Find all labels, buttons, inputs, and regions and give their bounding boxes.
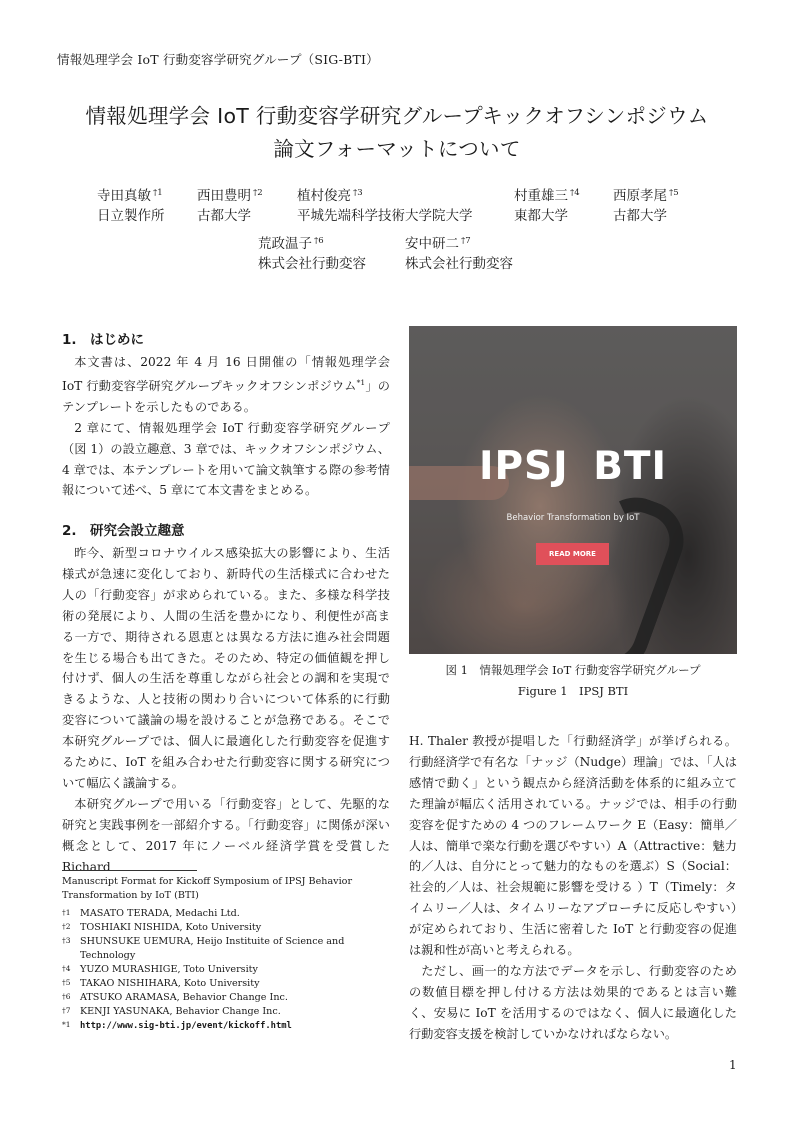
footnote-item: †4 YUZO MURASHIGE, Toto University xyxy=(62,964,258,975)
figure-ipsj-bti-image xyxy=(409,326,737,654)
paragraph: 昨今、新型コロナウイルス感染拡大の影響により、生活様式が急速に変化しており、新時代の生活様式に合わせた人の「行動変容」が求められている。また、多様な科学技術の発展により、人間の生活を豊かになり、利便性が高まる一方で、期待される恩恵とは異なる方法に進み社会問題を生じる場合も出てきた。そのため、特定の価値観を押し付けず、個人の生活を尊重しながら社会との調和を実現できるような、人と技術の関わり合いについて体系的に行動変容について議論の場を設けることが急務である。そこで本研究グループでは、個人に最適化した行動変容を促進するために、IoT を組み合わせた行動変容に関する研究について幅広く議論する。 xyxy=(62,546,390,790)
author-1 xyxy=(97,183,165,226)
footnote-item: †3 SHUNSUKE UEMURA, Heijo Instituite of Science and Technology xyxy=(62,936,345,961)
paragraph: 2 章にて、情報処理学会 IoT 行動変容学研究グループ（図 1）の設立趣意、3 章では、キックオフシンポジウム、4 章では、本テンプレートを用いて論文執筆する際の参考情報について述べ、5 章にて本文書をまとめる。 xyxy=(62,420,390,498)
page-number: 1 xyxy=(729,1058,737,1072)
figure-caption-ja: 図 1 情報処理学会 IoT 行動変容学研究グループ xyxy=(445,663,701,677)
paper-title xyxy=(0,100,794,166)
author-name: 荒政温子 xyxy=(258,236,312,252)
footnote-item: †1 MASATO TERADA, Medachi Ltd. xyxy=(62,908,240,919)
section-1-body xyxy=(62,352,390,501)
paragraph: 本研究グループで用いる「行動変容」として、先駆的な研究と実践事例を一部紹介する。「行動変容」に関係が深い概念として、2017 年にノーベル経済学賞を受賞した Richard xyxy=(62,796,390,874)
hero-subtitle: Behavior Transformation by IoT xyxy=(506,513,640,523)
author-affiliation: 株式会社行動変容 xyxy=(258,256,366,272)
english-title: Manuscript Format for Kickoff Symposium of IPSJ Behavior Transformation by IoT (BTI) xyxy=(62,876,353,901)
paragraph: ただし、画一的な方法でデータを示し、行動変容のための数値目標を押し付ける方法は効果的であるとは言い難く、安易に IoT を活用するのではなく、個人に最適化した行動変容支援を検討していかなければならない。 xyxy=(409,963,737,1041)
section-2-body xyxy=(62,543,390,878)
affiliation-mark: †7 xyxy=(461,236,471,246)
footnote-item: †2 TOSHIAKI NISHIDA, Koto University xyxy=(62,922,262,933)
footnote-divider xyxy=(62,870,197,871)
affiliation-mark: †6 xyxy=(314,236,324,246)
section-heading-2: 2. 研究会設立趣意 xyxy=(62,523,185,539)
footnote-item: †5 TAKAO NISHIHARA, Koto University xyxy=(62,978,260,989)
author-affiliation: 平城先端科学技術大学院大学 xyxy=(297,208,473,224)
author-affiliation: 日立製作所 xyxy=(97,208,165,224)
footnote-ref: *1 xyxy=(356,377,366,387)
author-affiliation: 古都大学 xyxy=(613,208,667,224)
author-affiliation: 古都大学 xyxy=(197,208,251,224)
author-affiliation: 株式会社行動変容 xyxy=(405,256,513,272)
footnotes xyxy=(62,875,390,1033)
author-2 xyxy=(197,183,263,226)
section-heading-1: 1. はじめに xyxy=(62,332,145,348)
author-name: 寺田真敏 xyxy=(97,188,151,204)
image-overlay xyxy=(409,326,737,654)
figure-caption-en: Figure 1 IPSJ BTI xyxy=(517,684,629,698)
affiliation-mark: †1 xyxy=(153,188,163,198)
author-name: 安中研二 xyxy=(405,236,459,252)
author-7 xyxy=(405,231,513,274)
footnote-item: †6 ATSUKO ARAMASA, Behavior Change Inc. xyxy=(62,992,288,1003)
affiliation-mark: †4 xyxy=(570,188,580,198)
author-6 xyxy=(258,231,366,274)
author-5 xyxy=(613,183,679,226)
title-line-2: 論文フォーマットについて xyxy=(273,137,521,161)
title-line-1: 情報処理学会 IoT 行動変容学研究グループキックオフシンポジウム xyxy=(85,104,709,128)
hero-title: IPSJ BTI xyxy=(478,444,668,489)
author-name: 西原孝尾 xyxy=(613,188,667,204)
right-column-body xyxy=(409,731,737,1045)
paragraph: H. Thaler 教授が提唱した「行動経済学」が挙げられる。行動経済学で有名な「ナッジ（Nudge）理論」では、「人は感情で動く」という観点から経済活動を体系的に組み立てた理論が幅広く活用されている。ナッジでは、相手の行動変容を促すための 4 つのフレームワーク E（Easy：簡単／人は、簡単で楽な行動を選びやすい）A（Attractive：魅力的／人は、自分にとって魅力的なものを選ぶ）S（Social：社会的／人は、社会規範に影響を受ける ）T（Timely：タイムリー／人は、タイムリーなアプローチに反応しやすい）が定められており、生活に密着した IoT と行動変容の促進は親和性が高いと考えられる。 xyxy=(409,734,737,958)
affiliation-mark: †3 xyxy=(353,188,363,198)
footnote-url-link[interactable]: http://www.sig-bti.jp/event/kickoff.html xyxy=(80,1021,292,1031)
author-4 xyxy=(514,183,580,226)
running-head: 情報処理学会 IoT 行動変容学研究グループ（SIG-BTI） xyxy=(57,52,379,67)
read-more-button[interactable]: READ MORE xyxy=(536,543,609,565)
author-name: 西田豊明 xyxy=(197,188,251,204)
affiliation-mark: †5 xyxy=(669,188,679,198)
author-affiliation: 東都大学 xyxy=(514,208,568,224)
footnote-item: †7 KENJI YASUNAKA, Behavior Change Inc. xyxy=(62,1006,281,1017)
paragraph: 本文書は、2022 年 4 月 16 日開催の「情報処理学会 IoT 行動変容学研究グループキックオフシンポジウム$^{*1}$」のテンプレートを示したものである。 xyxy=(62,355,390,414)
author-name: 村重雄三 xyxy=(514,188,568,204)
footnote-url-item: *1 http://www.sig-bti.jp/event/kickoff.html xyxy=(62,1019,390,1033)
affiliation-mark: †2 xyxy=(253,188,263,198)
author-3 xyxy=(297,183,473,226)
author-name: 植村俊亮 xyxy=(297,188,351,204)
